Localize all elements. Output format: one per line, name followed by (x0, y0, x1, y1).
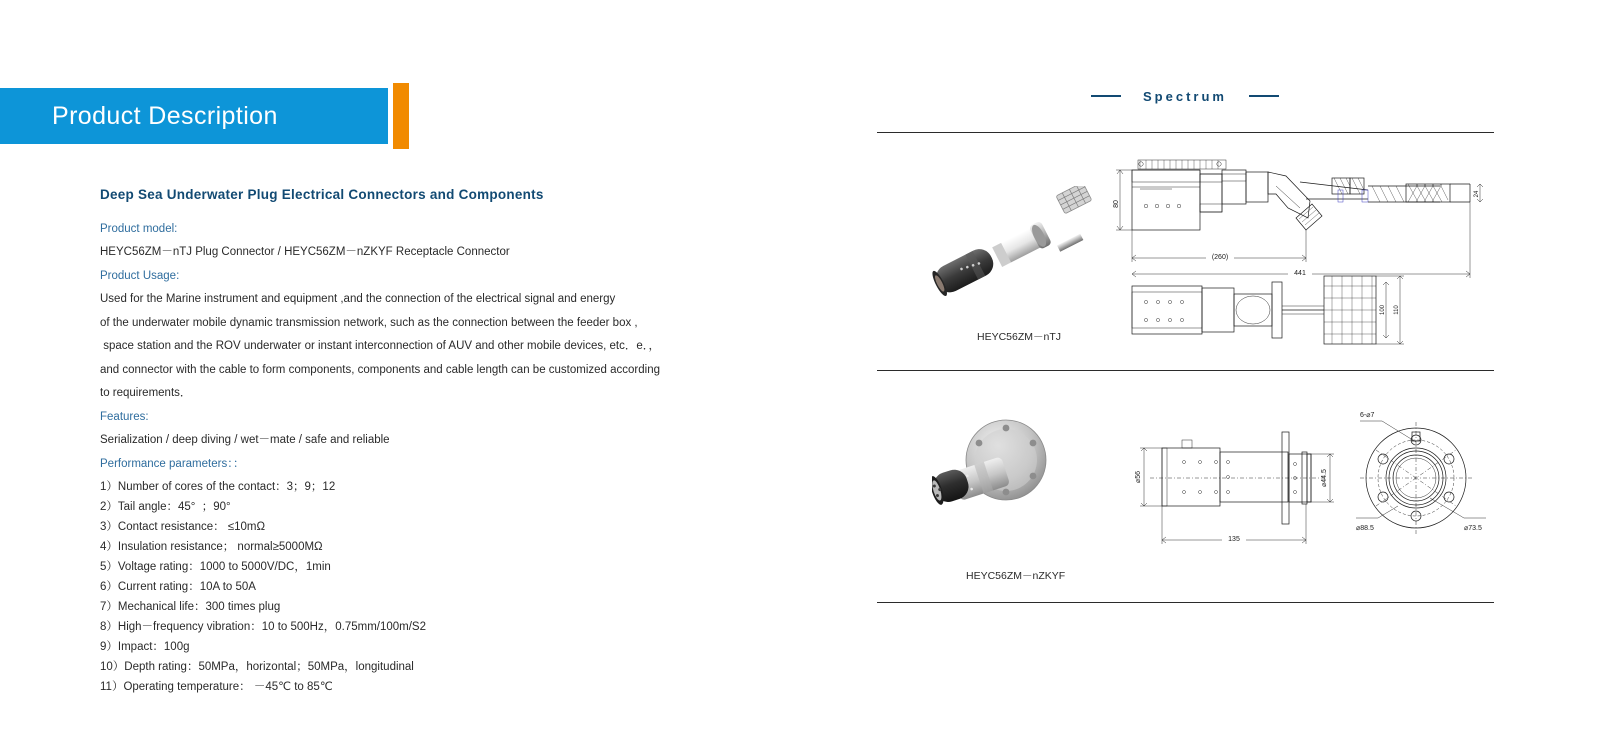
spectrum-rule-right-icon (1249, 95, 1279, 97)
dim-label: 24 (1474, 190, 1480, 198)
dim-d56 (1135, 448, 1162, 506)
spectrum-title: Spectrum (1143, 88, 1227, 104)
banner-accent-bar (393, 83, 409, 149)
divider-bottom (877, 602, 1494, 603)
dim-label: ⌀44.5 (1321, 469, 1328, 487)
spec-item: 9）Impact：100g (100, 641, 190, 653)
divider-top (877, 132, 1494, 133)
usage-line: to requirements． (100, 387, 192, 399)
dim-d735 (1430, 498, 1486, 532)
usage-line: space station and the ROV underwater or instant interconnection of AUV and other mobile devices, etc．e．， (100, 340, 660, 352)
description-body (100, 188, 700, 702)
spec-item: 4）Insulation resistance； normal≥5000MΩ (100, 541, 323, 553)
product-model-value: HEYC56ZM－nTJ Plug Connector / HEYC56ZM－nZKYF Receptacle Connector (100, 246, 510, 258)
spectrum-panel (870, 0, 1601, 745)
page-title: Deep Sea Underwater Plug Electrical Connectors and Components (100, 187, 544, 202)
usage-line: Used for the Marine instrument and equipment ,and the connection of the electrical signal and energy (100, 293, 616, 305)
dim-label: 441 (1294, 270, 1306, 277)
subsection-label-product-usage: Product Usage: (100, 269, 180, 282)
dim-label: 135 (1228, 536, 1240, 543)
section-banner-title: Product Description (52, 101, 278, 130)
block-product-usage (100, 271, 700, 400)
usage-line: of the underwater mobile dynamic transmission network, such as the connection between the feeder box , (100, 316, 638, 329)
product-photo-receptacle (932, 412, 1082, 542)
block-features (100, 412, 700, 447)
block-product-model (100, 224, 700, 259)
dim-100 (1380, 282, 1389, 338)
dim-label: 6-⌀7 (1360, 412, 1375, 419)
spec-item: 10）Depth rating：50MPa，horizontal；50MPa，longitudinal (100, 661, 414, 673)
dim-260 (1132, 230, 1306, 262)
figure-label-plug: HEYC56ZM－nTJ (977, 331, 1062, 343)
spectrum-header (1070, 84, 1300, 108)
dim-label: (260) (1211, 254, 1229, 261)
dim-label: 80 (1113, 200, 1120, 208)
subsection-label-features: Features: (100, 410, 149, 423)
dim-label: 100 (1380, 304, 1386, 316)
spectrum-rule-left-icon (1091, 95, 1121, 97)
section-banner (0, 88, 388, 144)
spec-item: 8）High－frequency vibration：10 to 500Hz，0.75mm/100m/S2 (100, 621, 426, 633)
block-performance-parameters (100, 459, 700, 694)
dim-d885 (1356, 506, 1398, 532)
dim-80 (1113, 170, 1132, 230)
spec-item: 2）Tail angle：45° ；90° (100, 501, 231, 513)
spec-item: 5）Voltage rating：1000 to 5000V/DC，1min (100, 561, 331, 573)
divider-middle (877, 370, 1494, 371)
figure-label-receptacle: HEYC56ZM－nZKYF (966, 570, 1066, 582)
spec-item: 6）Current rating：10A to 50A (100, 581, 256, 593)
engineering-drawing-plug (1110, 146, 1490, 346)
dim-label: ⌀88.5 (1356, 525, 1374, 532)
dim-6xd7 (1360, 412, 1416, 442)
spec-item: 1）Number of cores of the contact：3；9；12 (100, 481, 336, 493)
spec-item: 7）Mechanical life：300 times plug (100, 601, 281, 613)
spec-item: 3）Contact resistance： ≤10mΩ (100, 521, 266, 533)
dim-label: ⌀73.5 (1464, 525, 1482, 532)
spec-item: 11）Operating temperature： －45℃ to 85℃ (100, 681, 333, 693)
subsection-label-product-model: Product model: (100, 222, 178, 235)
dim-label: 110 (1394, 305, 1400, 315)
dim-label: ⌀56 (1135, 470, 1142, 484)
usage-line: and connector with the cable to form components, components and cable length can be customized according (100, 363, 661, 376)
product-photo-plug-connector (928, 186, 1098, 304)
subsection-label-performance: Performance parameters：： (100, 457, 245, 470)
features-value: Serialization / deep diving / wet－mate / safe and reliable (100, 434, 390, 446)
dim-24 (1474, 184, 1483, 202)
engineering-drawing-receptacle (1120, 400, 1500, 565)
